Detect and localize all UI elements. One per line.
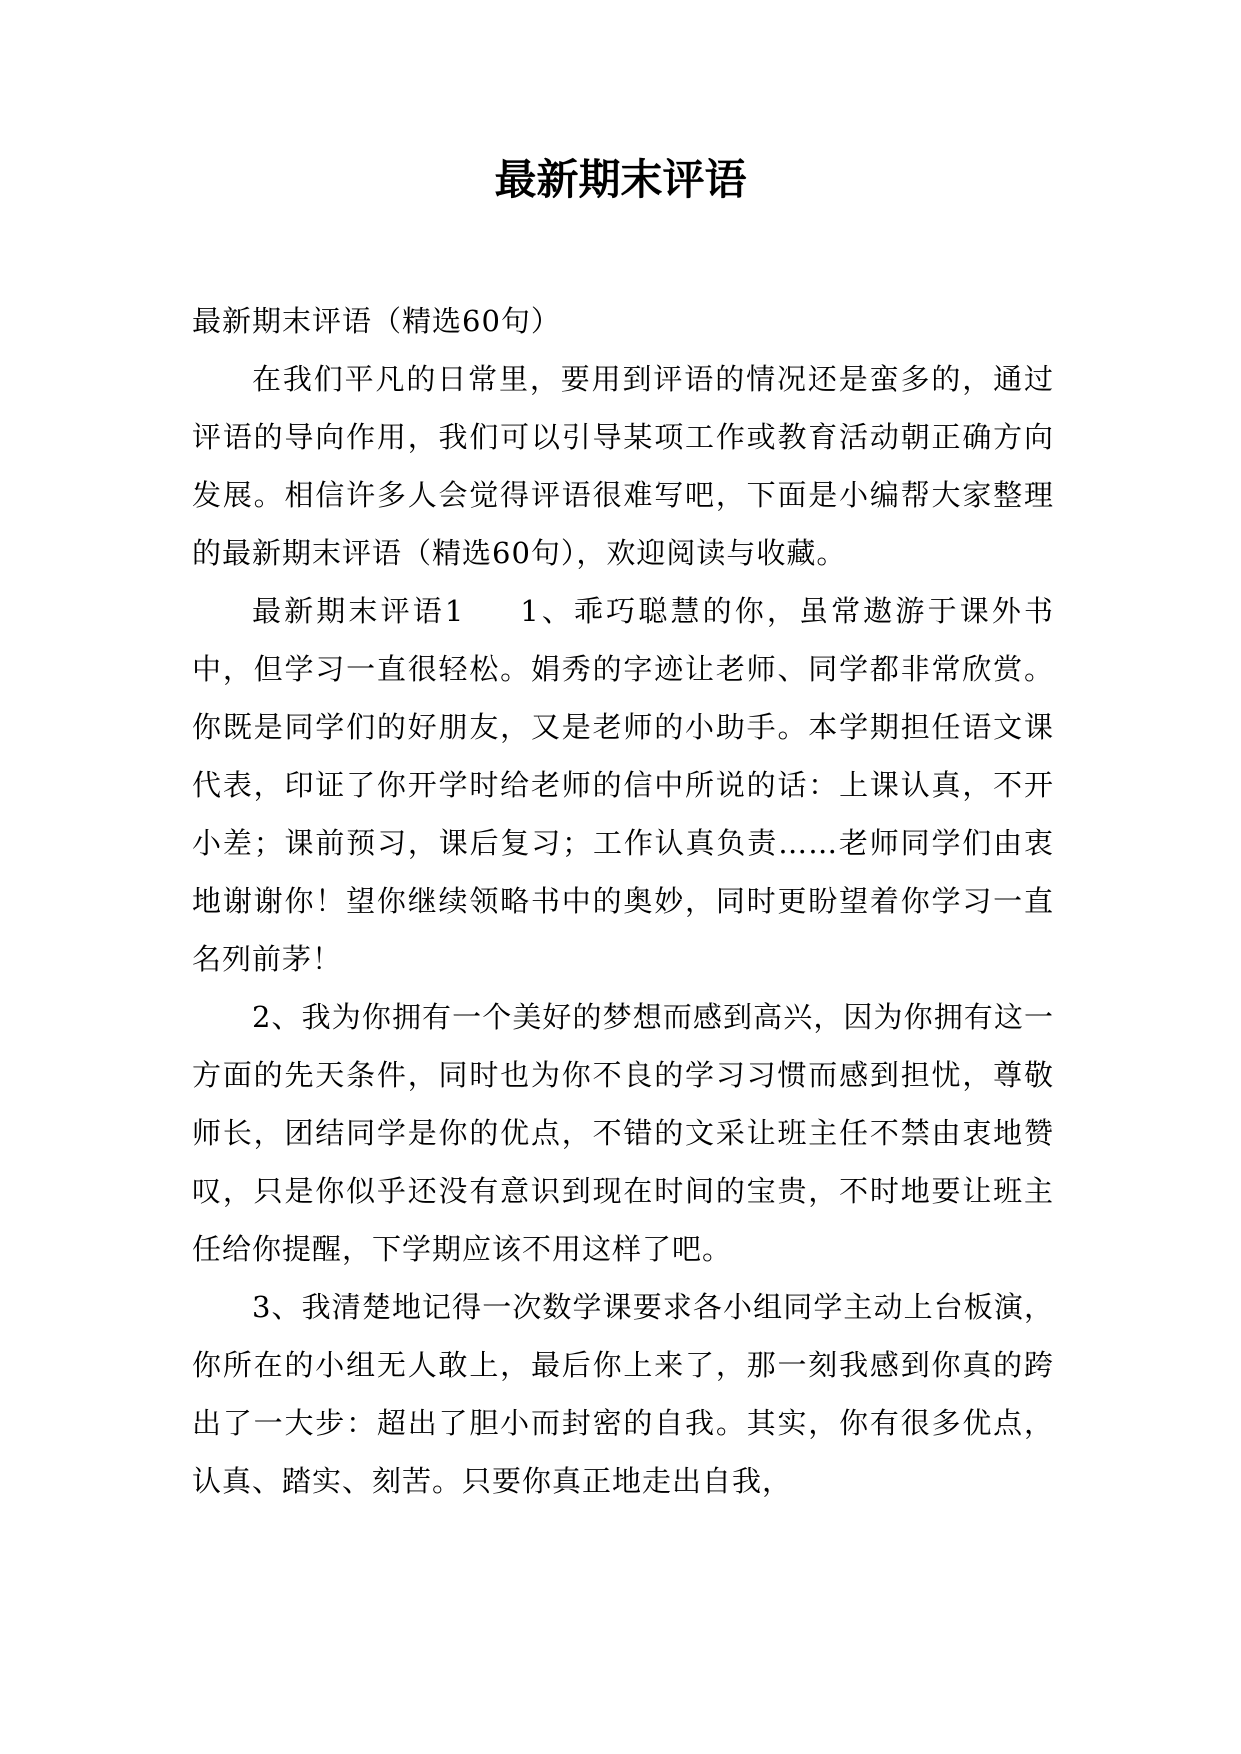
comment-item-text: 1、乖巧聪慧的你，虽常遨游于课外书中，但学习一直很轻松。娟秀的字迹让老师、同学都非常欣赏。你既是同学们的好朋友，又是老师的小助手。本学期担任语文课代表，印证了你开学时给老师的信中所说的话：上课认真，不开小差；课前预习，课后复习；工作认真负责……老师同学们由衷地谢谢你！望你继续领略书中的奥妙，同时更盼望着你学习一直名列前茅！ — [192, 594, 1054, 976]
section-heading: 最新期末评语1 — [252, 594, 465, 628]
intro-paragraph: 在我们平凡的日常里，要用到评语的情况还是蛮多的，通过评语的导向作用，我们可以引导某项工作或教育活动朝正确方向发展。相信许多人会觉得评语很难写吧，下面是小编帮大家整理的最新期末评语（精选60句），欢迎阅读与收藏。 — [192, 362, 1054, 570]
document-body — [192, 292, 1054, 1510]
comment-item-3: 3、我清楚地记得一次数学课要求各小组同学主动上台板演，你所在的小组无人敢上，最后你上来了，那一刻我感到你真的跨出了一大步：超出了胆小而封密的自我。其实，你有很多优点，认真、踏实、刻苦。只要你真正地走出自我， — [192, 1290, 1054, 1498]
document-title: 最新期末评语 — [494, 155, 747, 204]
comment-item-1 — [192, 582, 1054, 988]
comment-item-2: 2、我为你拥有一个美好的梦想而感到高兴，因为你拥有这一方面的先天条件，同时也为你不良的学习习惯而感到担忧，尊敬师长，团结同学是你的优点，不错的文采让班主任不禁由衷地赞叹，只是你似乎还没有意识到现在时间的宝贵，不时地要让班主任给你提醒，下学期应该不用这样了吧。 — [192, 1000, 1054, 1266]
document-subtitle: 最新期末评语（精选60句） — [192, 304, 561, 338]
